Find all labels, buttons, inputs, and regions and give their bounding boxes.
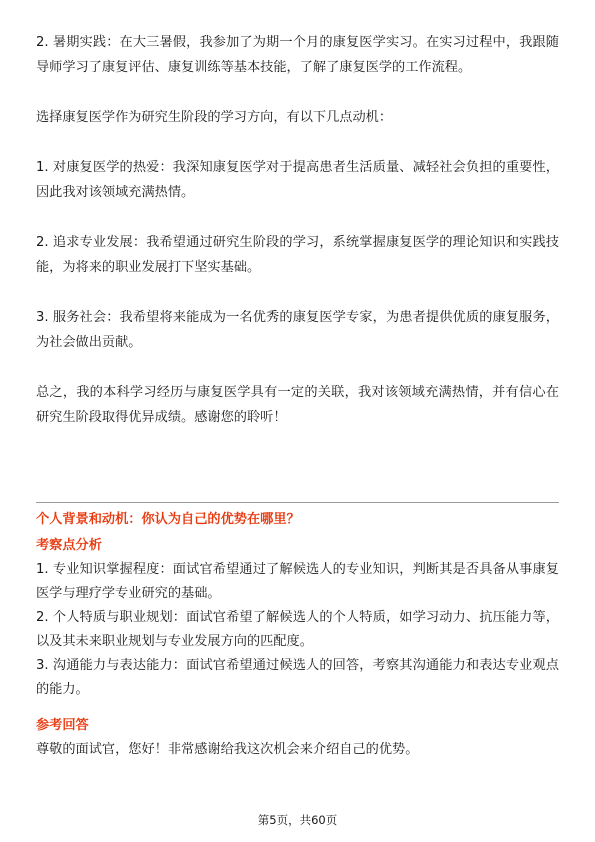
analysis-item-2: 2. 个人特质与职业规划：面试官希望了解候选人的个人特质，如学习动力、抗压能力等，以及其未来职业规划与专业发展方向的匹配度。 [36, 610, 559, 649]
analysis-item-3: 3. 沟通能力与表达能力：面试官希望通过候选人的回答，考察其沟通能力和表达专业观点的能力。 [36, 658, 559, 697]
section-divider [36, 502, 559, 503]
paragraph-motivation-2: 2. 追求专业发展：我希望通过研究生阶段的学习，系统掌握康复医学的理论知识和实践技能，为将来的职业发展打下坚实基础。 [36, 235, 559, 275]
page-indicator: 第5页，共60页 [257, 813, 338, 827]
paragraph-motivation-3: 3. 服务社会：我希望将来能成为一名优秀的康复医学专家，为患者提供优质的康复服务，为社会做出贡献。 [36, 310, 559, 350]
top-section [36, 30, 559, 430]
question-section [36, 508, 559, 762]
paragraph-summer-practice: 2. 暑期实践：在大三暑假，我参加了为期一个月的康复医学实习。在实习过程中，我跟随导师学习了康复评估、康复训练等基本技能，了解了康复医学的工作流程。 [36, 35, 559, 75]
analysis-heading: 考察点分析 [36, 538, 102, 553]
analysis-item-1: 1. 专业知识掌握程度：面试官希望通过了解候选人的专业知识，判断其是否具备从事康复医学与理疗学专业研究的基础。 [36, 562, 559, 601]
paragraph-motivation-1: 1. 对康复医学的热爱：我深知康复医学对于提高患者生活质量、减轻社会负担的重要性，因此我对该领域充满热情。 [36, 160, 559, 200]
paragraph-motivation-intro: 选择康复医学作为研究生阶段的学习方向，有以下几点动机： [36, 110, 393, 125]
answer-text: 尊敬的面试官，您好！非常感谢给我这次机会来介绍自己的优势。 [36, 742, 419, 757]
question-title: 个人背景和动机：你认为自己的优势在哪里？ [36, 512, 300, 527]
paragraph-conclusion: 总之，我的本科学习经历与康复医学具有一定的关联，我对该领域充满热情，并有信心在研究生阶段取得优异成绩。感谢您的聆听！ [36, 385, 559, 425]
answer-heading: 参考回答 [36, 718, 89, 733]
